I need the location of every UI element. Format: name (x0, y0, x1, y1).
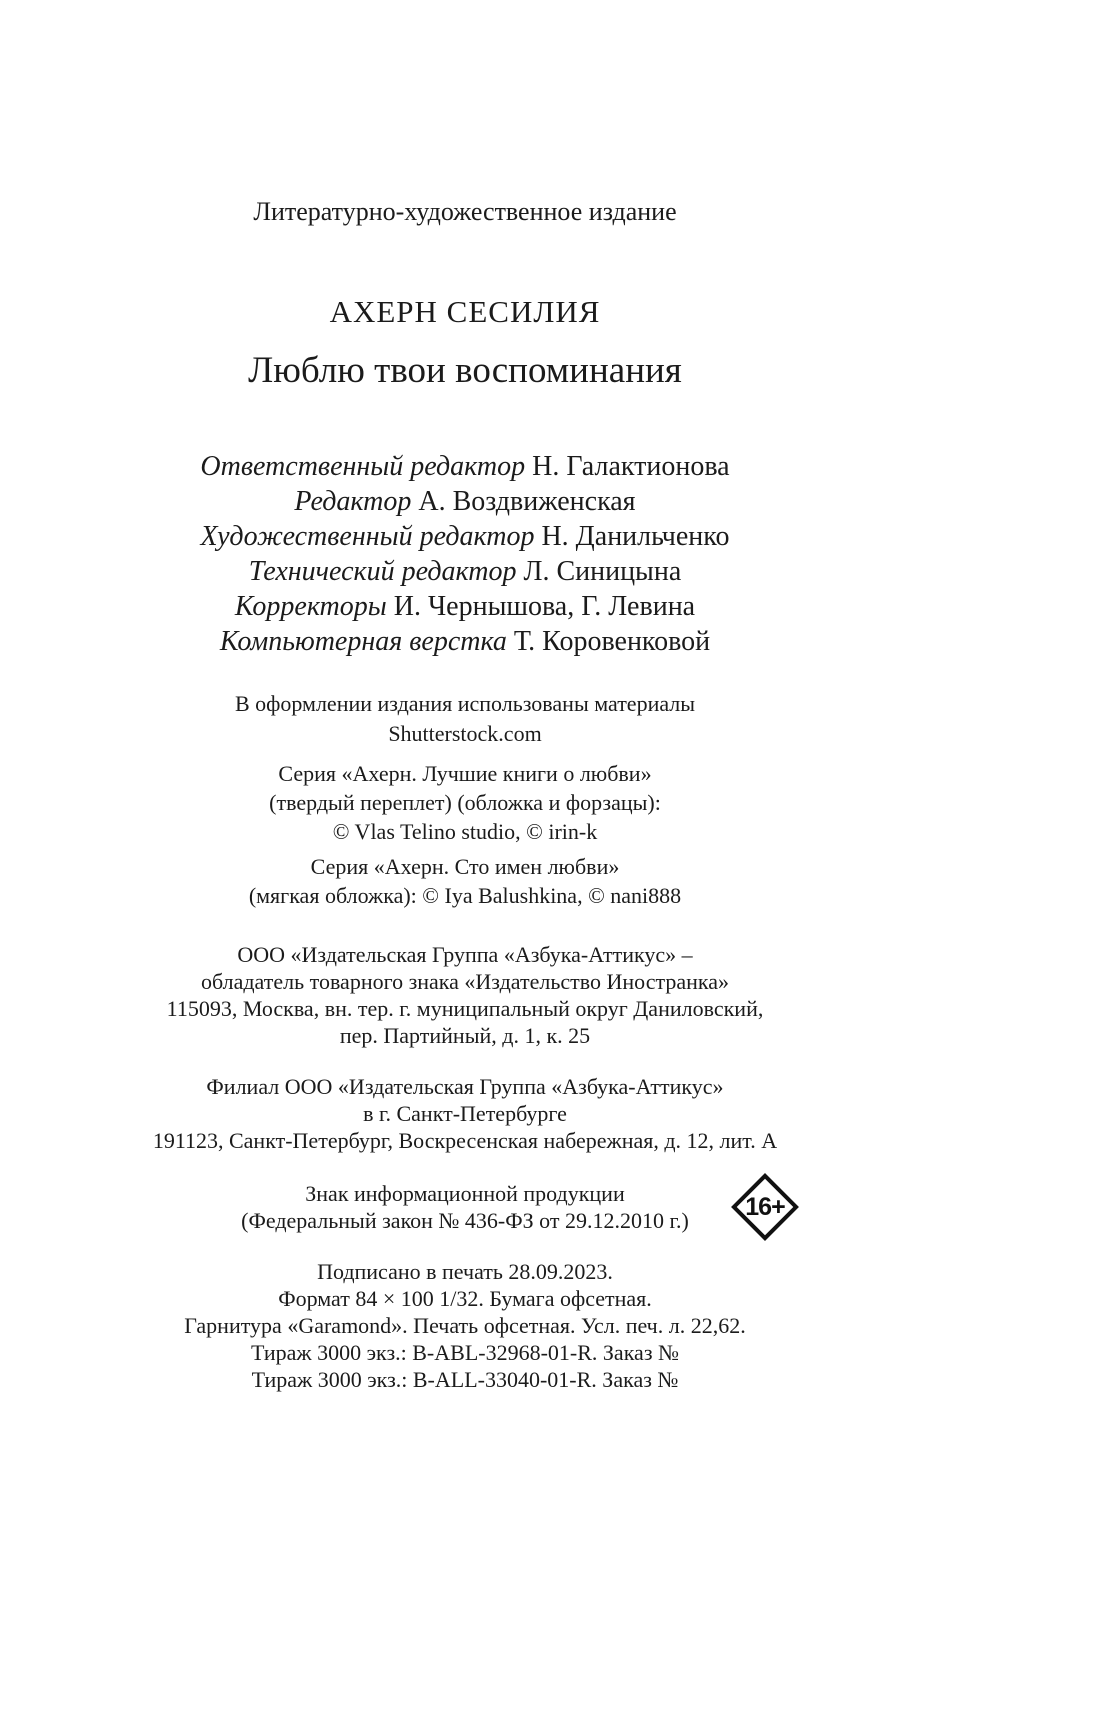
series-binding: (твердый переплет) (обложка и форзацы): (269, 790, 661, 815)
print-typeface-line: Гарнитура «Garamond». Печать офсетная. Усл. печ. л. 22,62. (184, 1313, 746, 1338)
materials-line: В оформлении издания использованы материалы (234, 691, 696, 716)
series-hardcover-credits (0, 759, 930, 846)
staff-role: Ответственный редактор (200, 451, 526, 482)
age-rating-label: 16+ (745, 1192, 785, 1221)
series-name: Серия «Ахерн. Лучшие книги о любви» (278, 761, 652, 786)
age-sign-line: Знак информационной продукции (305, 1181, 625, 1206)
book-title: Люблю твои воспоминания (248, 350, 682, 391)
staff-line (0, 554, 930, 589)
staff-role: Компьютерная верстка (219, 626, 507, 657)
author-name: АХЕРН СЕСИЛИЯ (329, 294, 601, 329)
age-sign-law: (Федеральный закон № 436-ФЗ от 29.12.2010 г.) (241, 1208, 689, 1233)
staff-person: Н. Данильченко (541, 521, 730, 552)
publisher-line: обладатель товарного знака «Издательство Иностранка» (200, 969, 730, 994)
staff-person: Л. Синицына (523, 556, 682, 587)
staff-role: Технический редактор (248, 556, 517, 587)
staff-line (0, 624, 930, 659)
print-format-line: Формат 84 × 100 1/32. Бумага офсетная. (278, 1286, 652, 1311)
edition-type-line: Литературно-художественное издание (253, 197, 677, 226)
branch-address: 191123, Санкт-Петербург, Воскресенская набережная, д. 12, лит. А (152, 1128, 778, 1153)
materials-source: Shutterstock.com (388, 721, 542, 746)
series-paperback-credits (0, 852, 930, 910)
print-run-info (0, 1258, 930, 1393)
staff-person: Н. Галактионова (532, 451, 730, 482)
staff-line (0, 484, 930, 519)
staff-person: И. Чернышова, Г. Левина (393, 591, 696, 622)
series-copyright: © Vlas Telino studio, © irin-k (332, 819, 598, 844)
publisher-line: ООО «Издательская Группа «Азбука-Аттикус» – (237, 942, 693, 967)
staff-person: А. Воздвиженская (418, 486, 636, 517)
print-run-line: Тираж 3000 экз.: B-ABL-32968-01-R. Заказ № (250, 1340, 679, 1365)
staff-role: Редактор (294, 486, 412, 517)
print-run-line: Тираж 3000 экз.: B-ALL-33040-01-R. Заказ № (251, 1367, 679, 1392)
publisher-address: пер. Партийный, д. 1, к. 25 (339, 1023, 591, 1048)
staff-line (0, 589, 930, 624)
publisher-address: 115093, Москва, вн. тер. г. муниципальный округ Даниловский, (166, 996, 764, 1021)
staff-person: Т. Коровенковой (513, 626, 711, 657)
publisher-info (0, 941, 930, 1049)
staff-credits (0, 449, 930, 659)
series-copyright: (мягкая обложка): © Iya Balushkina, © nani888 (248, 883, 682, 908)
staff-line (0, 449, 930, 484)
staff-line (0, 519, 930, 554)
series-name: Серия «Ахерн. Сто имен любви» (310, 854, 620, 879)
staff-role: Корректоры (234, 591, 387, 622)
branch-line: Филиал ООО «Издательская Группа «Азбука-Аттикус» (206, 1074, 724, 1099)
design-materials-note (0, 689, 930, 749)
branch-info (0, 1073, 930, 1154)
staff-role: Художественный редактор (200, 521, 535, 552)
print-date-line: Подписано в печать 28.09.2023. (317, 1259, 613, 1284)
branch-line: в г. Санкт-Петербурге (363, 1101, 567, 1126)
